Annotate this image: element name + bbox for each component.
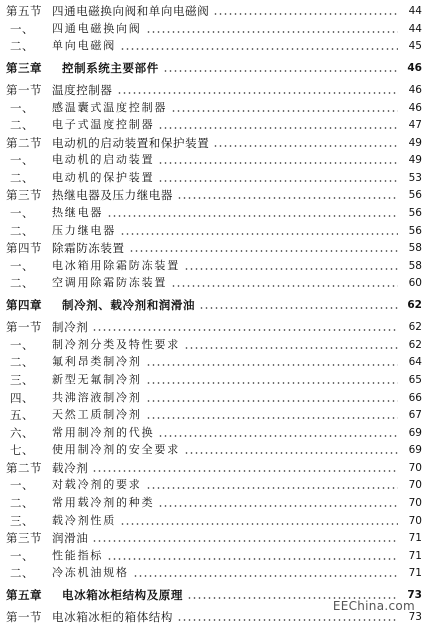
toc-page-number: 69 <box>408 427 422 439</box>
toc-label: 二、 <box>10 224 34 238</box>
toc-title: 天然工质制冷剂 <box>52 408 142 421</box>
toc-title: 冷冻机油规格 <box>52 566 129 579</box>
toc-page-number: 53 <box>408 172 422 184</box>
toc-label: 第五章 <box>6 588 42 602</box>
dot-leader <box>107 558 398 560</box>
toc-page-number: 62 <box>407 299 422 311</box>
toc-section <box>6 239 422 257</box>
toc-item <box>6 151 422 169</box>
toc-item <box>6 547 422 565</box>
dot-leader <box>92 470 398 472</box>
toc-item <box>6 406 422 424</box>
toc-title: 温度控制器 <box>52 83 113 97</box>
toc-item <box>6 389 422 407</box>
toc-page-number: 46 <box>407 62 422 74</box>
toc-title: 性能指标 <box>52 549 104 562</box>
dot-leader <box>158 435 398 437</box>
dot-leader <box>120 48 398 50</box>
dot-leader <box>177 619 398 621</box>
toc-label: 二、 <box>10 276 34 290</box>
toc-label: 一、 <box>10 549 34 563</box>
toc-page-number: 66 <box>408 392 422 404</box>
dot-leader <box>158 180 398 182</box>
toc-page-number: 70 <box>408 462 422 474</box>
toc-title: 载冷剂 <box>52 461 89 475</box>
toc-page-number: 73 <box>407 589 422 601</box>
toc-item <box>6 274 422 292</box>
toc-title: 制冷剂分类及特性要求 <box>52 338 180 351</box>
dot-leader <box>184 268 398 270</box>
toc-page-number: 69 <box>408 444 422 456</box>
toc-item <box>6 37 422 55</box>
toc-item <box>6 222 422 240</box>
toc-label: 第三节 <box>6 188 42 202</box>
toc-page-number: 44 <box>408 23 422 35</box>
toc-label: 一、 <box>10 153 34 167</box>
toc-page-number: 71 <box>408 532 422 544</box>
dot-leader <box>163 70 398 72</box>
toc-title: 电冰箱冰柜的箱体结构 <box>52 610 173 624</box>
toc-page-number: 70 <box>408 515 422 527</box>
toc-item <box>6 424 422 442</box>
toc-title: 热继电器 <box>52 206 104 219</box>
toc-title: 单向电磁阀 <box>52 39 116 52</box>
toc-page-number: 49 <box>408 154 422 166</box>
toc-title: 常用载冷剂的种类 <box>52 496 155 509</box>
toc-page-number: 45 <box>408 40 422 52</box>
toc-title: 感温囊式温度控制器 <box>52 101 168 114</box>
toc-title: 压力继电器 <box>52 224 116 237</box>
toc-page-number: 58 <box>408 242 422 254</box>
toc-item <box>6 169 422 187</box>
toc-label: 六、 <box>10 426 34 440</box>
toc-title: 电动机的启动装置和保护装置 <box>52 136 210 150</box>
toc-title: 电冰箱用除霜防冻装置 <box>52 259 180 272</box>
toc-title: 电冰箱冰柜结构及原理 <box>62 588 183 602</box>
toc-title: 热继电器及压力继电器 <box>52 188 173 202</box>
toc-title: 常用制冷剂的代换 <box>52 426 155 439</box>
toc-label: 三、 <box>10 373 34 387</box>
toc-title: 对载冷剂的要求 <box>52 478 142 491</box>
toc-page-number: 46 <box>408 84 422 96</box>
toc-title: 控制系统主要部件 <box>62 61 159 75</box>
toc-page-number: 65 <box>408 374 422 386</box>
toc-label: 三、 <box>10 514 34 528</box>
toc-page-number: 70 <box>408 479 422 491</box>
toc-label: 第一节 <box>6 320 42 334</box>
toc-label: 第一节 <box>6 83 42 97</box>
toc-item <box>6 512 422 530</box>
dot-leader <box>213 145 398 147</box>
toc-item <box>6 99 422 117</box>
dot-leader <box>146 400 398 402</box>
toc-page-number: 62 <box>408 321 422 333</box>
toc-title: 除霜防冻装置 <box>52 241 125 255</box>
toc-title: 电子式温度控制器 <box>52 118 155 131</box>
toc-label: 四、 <box>10 391 34 405</box>
toc-label: 第二节 <box>6 461 42 475</box>
toc-label: 一、 <box>10 22 34 36</box>
toc-label: 一、 <box>10 338 34 352</box>
toc-title: 氟利昂类制冷剂 <box>52 355 142 368</box>
dot-leader <box>129 250 398 252</box>
dot-leader <box>92 329 398 331</box>
toc-label: 第四章 <box>6 298 42 312</box>
toc-item <box>6 20 422 38</box>
dot-leader <box>146 417 398 419</box>
toc-section <box>6 529 422 547</box>
toc-section <box>6 2 422 20</box>
toc-chapter <box>6 59 422 77</box>
dot-leader <box>213 13 398 15</box>
toc-label: 一、 <box>10 478 34 492</box>
toc-label: 二、 <box>10 118 34 132</box>
toc-page-number: 64 <box>408 356 422 368</box>
toc-label: 二、 <box>10 496 34 510</box>
toc-item <box>6 371 422 389</box>
toc-title: 电动机的启动装置 <box>52 153 155 166</box>
toc-page-number: 56 <box>408 207 422 219</box>
toc-item <box>6 336 422 354</box>
toc-section <box>6 186 422 204</box>
toc-item <box>6 204 422 222</box>
toc-title: 四通电磁换向阀 <box>52 22 142 35</box>
dot-leader <box>184 347 398 349</box>
dot-leader <box>146 31 398 33</box>
toc-label: 二、 <box>10 566 34 580</box>
dot-leader <box>171 110 398 112</box>
toc-title: 制冷剂 <box>52 320 89 334</box>
toc-page-number: 70 <box>408 497 422 509</box>
toc-page-number: 44 <box>408 5 422 17</box>
toc-item <box>6 257 422 275</box>
toc-label: 第二节 <box>6 136 42 150</box>
toc-item <box>6 476 422 494</box>
toc-page-number: 47 <box>408 119 422 131</box>
dot-leader <box>133 575 398 577</box>
dot-leader <box>120 523 398 525</box>
dot-leader <box>158 127 398 129</box>
toc-page-number: 58 <box>408 260 422 272</box>
toc-label: 第三章 <box>6 61 42 75</box>
toc-page-number: 56 <box>408 189 422 201</box>
toc-item <box>6 564 422 582</box>
dot-leader <box>184 452 398 454</box>
toc-label: 一、 <box>10 101 34 115</box>
toc-item <box>6 441 422 459</box>
toc-title: 载冷剂性质 <box>52 514 116 527</box>
toc-item <box>6 116 422 134</box>
toc-section <box>6 81 422 99</box>
dot-leader <box>107 215 398 217</box>
toc-page-number: 71 <box>408 567 422 579</box>
toc-title: 空调用除霜防冻装置 <box>52 276 168 289</box>
toc-page-number: 60 <box>408 277 422 289</box>
toc-page-number: 49 <box>408 137 422 149</box>
toc-section <box>6 318 422 336</box>
dot-leader <box>117 92 399 94</box>
toc-label: 一、 <box>10 206 34 220</box>
toc-label: 二、 <box>10 355 34 369</box>
toc-label: 二、 <box>10 171 34 185</box>
toc-page-number: 56 <box>408 225 422 237</box>
dot-leader <box>171 285 398 287</box>
toc-label: 第三节 <box>6 531 42 545</box>
toc-title: 润滑油 <box>52 531 89 545</box>
toc-label: 第一节 <box>6 610 42 624</box>
toc-section <box>6 459 422 477</box>
dot-leader <box>158 162 398 164</box>
toc-title: 电动机的保护装置 <box>52 171 155 184</box>
dot-leader <box>92 540 398 542</box>
toc-page-number: 62 <box>408 339 422 351</box>
toc-label: 五、 <box>10 408 34 422</box>
dot-leader <box>199 307 398 309</box>
toc-title: 新型无氟制冷剂 <box>52 373 142 386</box>
toc-page-number: 46 <box>408 102 422 114</box>
toc-title: 制冷剂、载冷剂和润滑油 <box>62 298 196 312</box>
toc-item <box>6 353 422 371</box>
watermark: EEChina.com <box>332 599 415 613</box>
dot-leader <box>146 487 398 489</box>
toc-label: 第四节 <box>6 241 42 255</box>
toc-page-number: 71 <box>408 550 422 562</box>
toc-title: 共沸溶液制冷剂 <box>52 391 142 404</box>
toc-label: 一、 <box>10 259 34 273</box>
dot-leader <box>146 382 398 384</box>
dot-leader <box>146 364 398 366</box>
dot-leader <box>158 505 398 507</box>
toc-section <box>6 134 422 152</box>
toc-title: 四通电磁换向阀和单向电磁阀 <box>52 4 210 18</box>
toc-page-number: 73 <box>408 611 422 623</box>
toc-item <box>6 494 422 512</box>
toc-label: 二、 <box>10 39 34 53</box>
dot-leader <box>177 197 398 199</box>
toc-label: 第五节 <box>6 4 42 18</box>
toc-chapter <box>6 296 422 314</box>
toc-title: 使用制冷剂的安全要求 <box>52 443 180 456</box>
dot-leader <box>120 233 398 235</box>
toc-page-number: 67 <box>408 409 422 421</box>
toc-label: 七、 <box>10 443 34 457</box>
